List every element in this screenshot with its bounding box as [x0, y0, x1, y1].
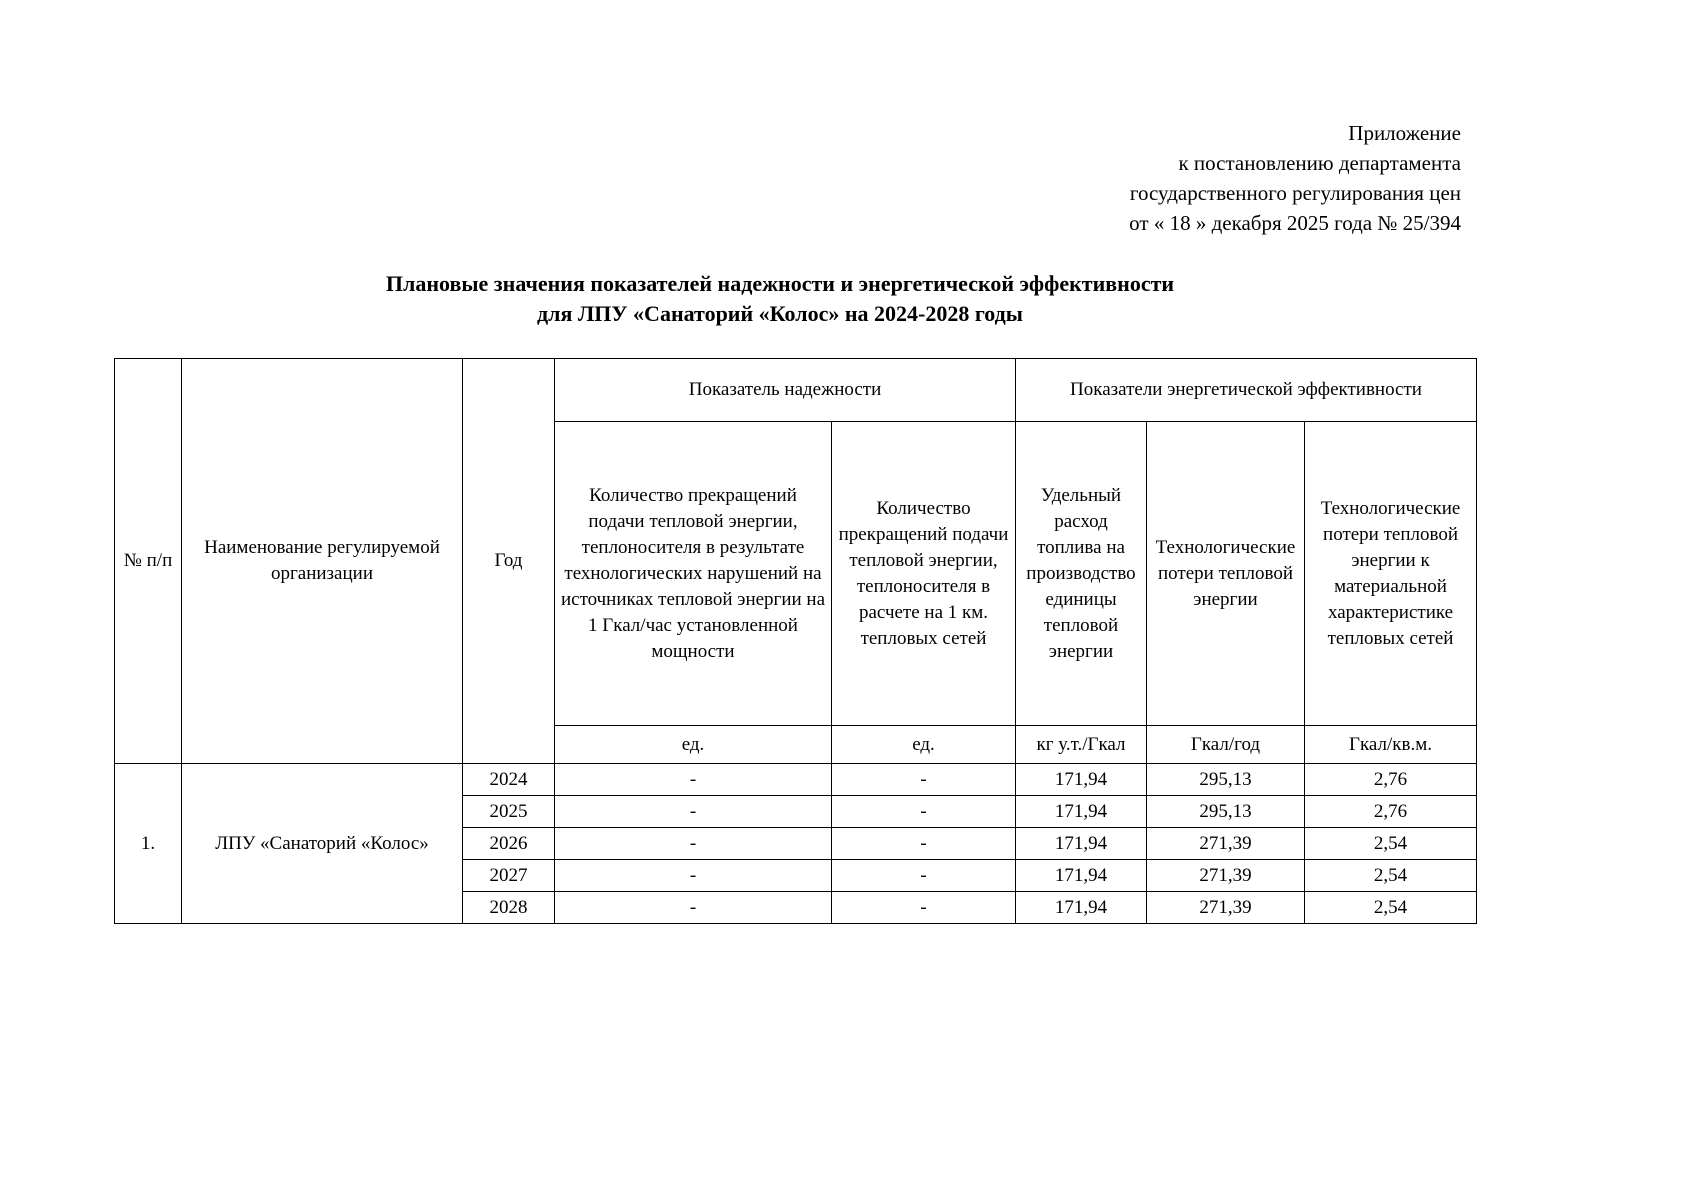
cell-col4: 271,39 — [1147, 860, 1305, 892]
cell-col4: 271,39 — [1147, 828, 1305, 860]
appendix-line: государственного регулирования цен — [1129, 181, 1461, 205]
unit-col3: кг у.т./Гкал — [1016, 726, 1147, 764]
cell-col5: 2,54 — [1305, 892, 1477, 924]
cell-col2: - — [832, 892, 1016, 924]
cell-col4: 295,13 — [1147, 796, 1305, 828]
unit-col5: Гкал/кв.м. — [1305, 726, 1477, 764]
cell-col2: - — [832, 764, 1016, 796]
header-row-groups — [115, 359, 1477, 422]
header-col3: Удельный расход топлива на производство единицы тепловой энергии — [1016, 422, 1147, 726]
cell-col3: 171,94 — [1016, 796, 1147, 828]
cell-col2: - — [832, 796, 1016, 828]
cell-col5: 2,76 — [1305, 796, 1477, 828]
header-col4: Технологические потери тепловой энергии — [1147, 422, 1305, 726]
header-reliability-group: Показатель надежности — [555, 359, 1016, 422]
row-number: 1. — [115, 764, 182, 924]
unit-col1: ед. — [555, 726, 832, 764]
title-line-2: для ЛПУ «Санаторий «Колос» на 2024-2028 годы — [537, 301, 1023, 326]
cell-col1: - — [555, 796, 832, 828]
cell-col5: 2,54 — [1305, 828, 1477, 860]
cell-year: 2027 — [463, 860, 555, 892]
unit-col2: ед. — [832, 726, 1016, 764]
unit-col4: Гкал/год — [1147, 726, 1305, 764]
cell-col4: 271,39 — [1147, 892, 1305, 924]
header-year: Год — [463, 359, 555, 764]
cell-col1: - — [555, 892, 832, 924]
cell-col3: 171,94 — [1016, 764, 1147, 796]
cell-col3: 171,94 — [1016, 828, 1147, 860]
cell-col1: - — [555, 828, 832, 860]
header-col2: Количество прекращений подачи тепловой энергии, теплоносителя в расчете на 1 км. тепловых сетей — [832, 422, 1016, 726]
header-col1: Количество прекращений подачи тепловой энергии, теплоносителя в результате технологических нарушений на источниках тепловой энергии на 1 Гкал/час установленной мощности — [555, 422, 832, 726]
table-row — [115, 764, 1477, 796]
cell-col4: 295,13 — [1147, 764, 1305, 796]
cell-year: 2024 — [463, 764, 555, 796]
header-col5: Технологические потери тепловой энергии к материальной характеристике тепловых сетей — [1305, 422, 1477, 726]
appendix-line: Приложение — [1348, 121, 1461, 145]
document-title — [180, 269, 1380, 329]
organization-name: ЛПУ «Санаторий «Колос» — [182, 764, 463, 924]
indicators-table — [114, 358, 1477, 924]
appendix-block — [761, 118, 1461, 238]
cell-col2: - — [832, 860, 1016, 892]
cell-col5: 2,76 — [1305, 764, 1477, 796]
header-num: № п/п — [115, 359, 182, 764]
header-efficiency-group: Показатели энергетической эффективности — [1016, 359, 1477, 422]
cell-year: 2028 — [463, 892, 555, 924]
header-org: Наименование регулируемой организации — [182, 359, 463, 764]
cell-year: 2025 — [463, 796, 555, 828]
title-line-1: Плановые значения показателей надежности и энергетической эффективности — [385, 271, 1175, 296]
cell-col5: 2,54 — [1305, 860, 1477, 892]
cell-col2: - — [832, 828, 1016, 860]
cell-col3: 171,94 — [1016, 860, 1147, 892]
cell-year: 2026 — [463, 828, 555, 860]
appendix-line: от « 18 » декабря 2025 года № 25/394 — [1129, 211, 1461, 235]
appendix-line: к постановлению департамента — [1178, 151, 1461, 175]
cell-col1: - — [555, 860, 832, 892]
cell-col1: - — [555, 764, 832, 796]
cell-col3: 171,94 — [1016, 892, 1147, 924]
